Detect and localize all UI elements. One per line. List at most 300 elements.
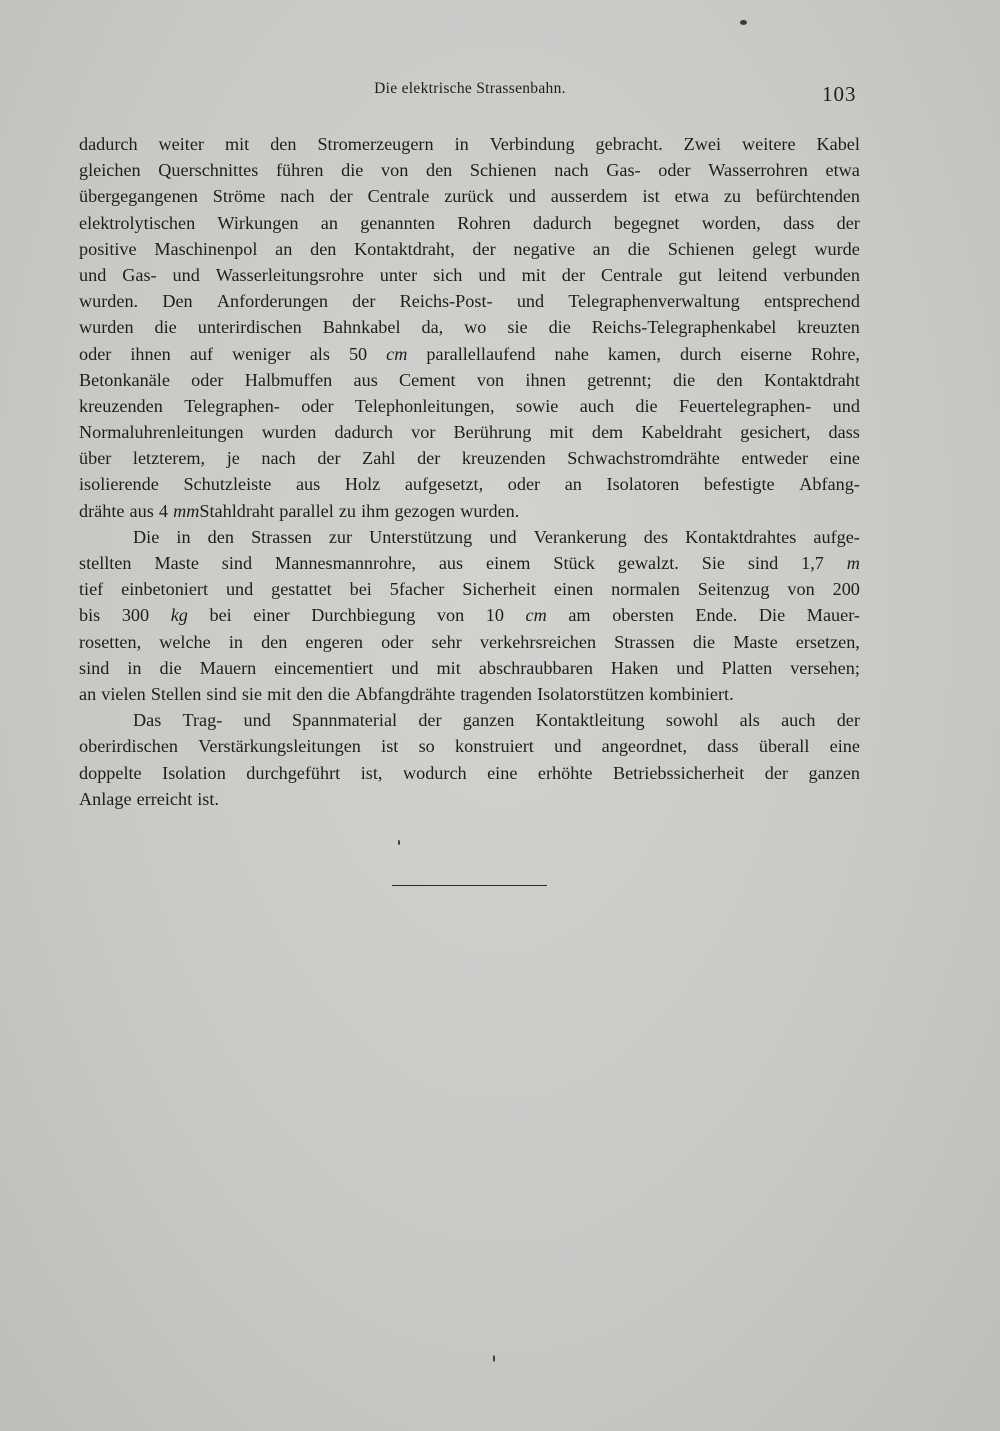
word: kreuzten bbox=[797, 317, 860, 338]
word: sind bbox=[747, 553, 779, 573]
word: Haken bbox=[610, 657, 659, 678]
word: Die bbox=[758, 605, 786, 626]
word: leitend bbox=[717, 264, 768, 285]
word: und bbox=[554, 736, 582, 757]
word: aus bbox=[295, 474, 321, 495]
word: 200 bbox=[832, 579, 860, 600]
word: Stahldraht bbox=[199, 500, 275, 521]
word: sowie bbox=[515, 395, 559, 416]
word: dass bbox=[707, 736, 739, 757]
word: überall bbox=[758, 736, 810, 757]
word: Die bbox=[133, 526, 160, 547]
word: weiter bbox=[158, 134, 204, 154]
word: kamen, bbox=[607, 343, 661, 364]
word: sich bbox=[433, 264, 463, 285]
word: Wasserrohren bbox=[708, 160, 808, 181]
text-line bbox=[79, 681, 860, 707]
word: den bbox=[270, 134, 297, 154]
word: Gas- bbox=[122, 264, 157, 285]
word: oder bbox=[658, 160, 691, 181]
word: Schwachstromdrähte bbox=[567, 448, 720, 469]
word: Halbmuffen bbox=[244, 369, 333, 390]
scan-speck bbox=[740, 20, 747, 25]
word: mm bbox=[173, 500, 200, 521]
word: Mauern bbox=[199, 657, 257, 678]
word: den bbox=[716, 369, 743, 390]
word: cm bbox=[386, 343, 408, 364]
word: worden, bbox=[701, 212, 761, 233]
word: wurden bbox=[79, 317, 134, 338]
word: gebracht. bbox=[595, 134, 663, 154]
word: zur bbox=[328, 526, 353, 547]
word: Maste bbox=[733, 631, 778, 652]
word: die bbox=[341, 160, 364, 181]
word: erreicht bbox=[136, 788, 193, 809]
word: aus bbox=[438, 553, 464, 573]
word: den bbox=[261, 631, 288, 652]
running-title: Die elektrische Strassenbahn. bbox=[374, 80, 566, 97]
text-line bbox=[79, 419, 860, 445]
word: eine bbox=[829, 736, 860, 757]
text-line bbox=[79, 236, 860, 262]
word: Isolatoren bbox=[606, 474, 680, 495]
word: abschraubbaren bbox=[478, 657, 593, 678]
word: sind bbox=[79, 657, 110, 678]
word: Schienen bbox=[667, 238, 735, 259]
word: gelegt bbox=[752, 238, 797, 259]
word: positive bbox=[79, 238, 137, 259]
word: gesichert, bbox=[740, 422, 811, 443]
scan-speck bbox=[398, 840, 400, 845]
text-line bbox=[79, 341, 860, 367]
word: negative bbox=[513, 238, 576, 259]
word: cm bbox=[525, 605, 547, 626]
word: eincementiert bbox=[274, 657, 374, 678]
word: vielen bbox=[101, 683, 146, 704]
word: 4 bbox=[158, 500, 168, 521]
word: Zahl bbox=[362, 448, 396, 469]
word: einer bbox=[253, 605, 290, 626]
word: Telegraphenverwaltung bbox=[568, 291, 740, 312]
word: bei bbox=[349, 579, 372, 600]
word: mit bbox=[521, 264, 546, 285]
word: die bbox=[692, 631, 716, 652]
word: führen bbox=[275, 160, 324, 181]
word: Betriebssicherheit bbox=[612, 762, 745, 783]
word: der bbox=[472, 238, 496, 259]
word: getrennt; bbox=[587, 369, 652, 390]
word: Kabeldraht bbox=[641, 422, 723, 443]
text-line bbox=[79, 707, 860, 733]
word: an bbox=[592, 238, 610, 259]
word: elektrolytischen bbox=[79, 212, 196, 233]
word: angeordnet, bbox=[601, 736, 688, 757]
word: wo bbox=[464, 317, 487, 338]
word: versehen; bbox=[790, 657, 860, 678]
word: die bbox=[627, 238, 650, 259]
word: aus bbox=[129, 500, 154, 521]
word: Abfang- bbox=[799, 474, 860, 495]
word: Isolatorstützen bbox=[537, 683, 645, 704]
word: eiserne bbox=[740, 343, 792, 364]
word: ist. bbox=[197, 788, 219, 809]
word: 10 bbox=[485, 605, 504, 626]
section-end-rule bbox=[392, 885, 547, 886]
word: die bbox=[154, 317, 177, 338]
word: Maste bbox=[154, 553, 199, 573]
word: entsprechend bbox=[763, 291, 860, 312]
word: und bbox=[516, 291, 545, 312]
word: Sie bbox=[701, 553, 725, 573]
word: sind bbox=[221, 553, 253, 573]
text-line bbox=[79, 655, 860, 681]
word: der bbox=[836, 212, 860, 233]
word: entweder bbox=[741, 448, 809, 469]
word: Rohre, bbox=[810, 343, 860, 364]
word: Cement bbox=[399, 369, 456, 390]
word: ist, bbox=[360, 762, 383, 783]
word: nach bbox=[261, 448, 296, 469]
word: einem bbox=[486, 553, 531, 573]
word: von bbox=[787, 579, 815, 600]
word: wurden bbox=[261, 422, 317, 443]
word: Holz bbox=[344, 474, 381, 495]
word: den bbox=[425, 160, 453, 181]
word: oder bbox=[381, 631, 414, 652]
word: die bbox=[159, 657, 182, 678]
word: wurden. bbox=[79, 291, 139, 312]
word: Verstärkungsleitungen bbox=[198, 736, 361, 757]
word: Den bbox=[162, 291, 193, 312]
word: Seitenzug bbox=[697, 579, 770, 600]
word: welche bbox=[159, 631, 211, 652]
word: m bbox=[846, 553, 860, 573]
word: und bbox=[391, 657, 419, 678]
word: dass bbox=[828, 422, 860, 443]
word: ausserdem bbox=[550, 186, 628, 207]
word: nach bbox=[554, 160, 589, 181]
word: 50 bbox=[348, 343, 368, 364]
word: der bbox=[418, 710, 442, 731]
word: Kontaktleitung bbox=[535, 710, 645, 731]
word: kreuzenden bbox=[79, 395, 163, 416]
word: eine bbox=[829, 448, 860, 469]
text-line bbox=[79, 367, 860, 393]
text-line bbox=[79, 733, 860, 759]
word: verbunden bbox=[783, 264, 860, 285]
word: in bbox=[127, 657, 142, 678]
word: an bbox=[320, 212, 338, 233]
word: Querschnittes bbox=[158, 160, 259, 181]
word: wurden. bbox=[460, 500, 520, 521]
word: Kontaktdrahtes bbox=[685, 526, 797, 547]
word: weniger bbox=[232, 343, 291, 364]
word: parallel bbox=[279, 500, 334, 521]
word: kombiniert. bbox=[649, 683, 734, 704]
text-line bbox=[79, 760, 860, 786]
word: da, bbox=[421, 317, 444, 338]
word: kg bbox=[170, 605, 188, 626]
word: Kontaktdraht, bbox=[354, 238, 455, 259]
text-line bbox=[79, 183, 860, 209]
word: an bbox=[564, 474, 582, 495]
word: als bbox=[309, 343, 330, 364]
text-line bbox=[79, 471, 860, 497]
word: und bbox=[508, 186, 536, 207]
text-line bbox=[79, 393, 860, 419]
word: erhöhte bbox=[537, 762, 593, 783]
word: unterirdischen bbox=[197, 317, 302, 338]
word: Mauer- bbox=[806, 605, 860, 626]
word: dass bbox=[783, 212, 815, 233]
word: Anlage bbox=[79, 788, 132, 809]
word: tief bbox=[79, 579, 104, 600]
word: die bbox=[672, 369, 696, 390]
word: oder bbox=[301, 395, 334, 416]
word: dadurch bbox=[79, 134, 138, 154]
word: ihnen bbox=[525, 369, 566, 390]
word: verkehrsreichen bbox=[479, 631, 597, 652]
word: isolierende bbox=[79, 474, 159, 495]
word: Telephonleitungen, bbox=[354, 395, 495, 416]
word: von bbox=[381, 160, 409, 181]
word: und bbox=[79, 264, 107, 285]
word: Durchbiegung bbox=[311, 605, 416, 626]
word: auch bbox=[579, 395, 615, 416]
word: nach bbox=[280, 186, 315, 207]
word: mit bbox=[549, 422, 574, 443]
word: ersetzen, bbox=[795, 631, 860, 652]
word: und bbox=[225, 579, 254, 600]
word: dadurch bbox=[334, 422, 394, 443]
word: als bbox=[739, 710, 760, 731]
word: bei bbox=[209, 605, 232, 626]
text-line bbox=[79, 498, 860, 524]
text-line bbox=[79, 262, 860, 288]
word: eine bbox=[487, 762, 518, 783]
word: Zwei bbox=[683, 134, 722, 154]
word: aufge- bbox=[813, 526, 860, 547]
word: Bahnkabel bbox=[322, 317, 401, 338]
word: Stellen bbox=[150, 683, 202, 704]
word: der bbox=[352, 291, 376, 312]
text-line bbox=[79, 629, 860, 655]
word: ganzen bbox=[808, 762, 860, 783]
word: ganzen bbox=[462, 710, 515, 731]
text-line bbox=[79, 157, 860, 183]
word: stellten bbox=[79, 553, 132, 573]
word: und bbox=[478, 264, 506, 285]
word: befestigte bbox=[703, 474, 775, 495]
word: Telegraphen- bbox=[184, 395, 280, 416]
word: Reichs-Post- bbox=[399, 291, 493, 312]
word: doppelte bbox=[79, 762, 142, 783]
word: von bbox=[436, 605, 465, 626]
page-number: 103 bbox=[822, 82, 857, 106]
word: je bbox=[226, 448, 240, 469]
word: Betonkanäle bbox=[79, 369, 170, 390]
word: Ende. bbox=[695, 605, 738, 626]
word: durch bbox=[679, 343, 722, 364]
word: den bbox=[207, 526, 234, 547]
word: Stück bbox=[553, 553, 595, 573]
word: der bbox=[561, 264, 586, 285]
text-line bbox=[79, 524, 860, 550]
word: aufgesetzt, bbox=[404, 474, 484, 495]
word: weitere bbox=[742, 134, 796, 154]
text-line bbox=[79, 210, 860, 236]
word: Das bbox=[133, 710, 162, 731]
word: Stromerzeugern bbox=[317, 134, 434, 154]
word: ihnen bbox=[130, 343, 171, 364]
word: den bbox=[310, 238, 337, 259]
word: 300 bbox=[121, 605, 150, 626]
text-line bbox=[79, 288, 860, 314]
word: und bbox=[172, 264, 200, 285]
word: vor bbox=[411, 422, 436, 443]
word: Spannmaterial bbox=[292, 710, 398, 731]
word: unter bbox=[379, 264, 418, 285]
word: befürchtenden bbox=[755, 186, 860, 207]
word: ist bbox=[642, 186, 660, 207]
word: gezogen bbox=[394, 500, 456, 521]
word: der bbox=[329, 186, 353, 207]
word: Schienen bbox=[469, 160, 537, 181]
word: kreuzenden bbox=[461, 448, 546, 469]
word: die bbox=[548, 317, 571, 338]
text-line bbox=[79, 786, 860, 812]
word: übergegangenen bbox=[79, 186, 198, 207]
word: dem bbox=[591, 422, 624, 443]
word: mit bbox=[436, 657, 461, 678]
word: obersten bbox=[612, 605, 674, 626]
word: Isolation bbox=[162, 762, 226, 783]
word: Feuertelegraphen- bbox=[679, 395, 812, 416]
word: parallellaufend bbox=[426, 343, 536, 364]
word: Normaluhrenleitungen bbox=[79, 422, 244, 443]
word: Reichs-Telegraphenkabel bbox=[591, 317, 777, 338]
word: 1,7 bbox=[801, 553, 824, 573]
scan-speck bbox=[493, 1355, 495, 1362]
word: Trag- bbox=[182, 710, 223, 731]
word: begegnet bbox=[613, 212, 680, 233]
word: auch bbox=[781, 710, 816, 731]
word: in bbox=[176, 526, 191, 547]
word: wurde bbox=[814, 238, 860, 259]
word: Centrale bbox=[367, 186, 430, 207]
body-text bbox=[79, 131, 860, 812]
word: sowohl bbox=[665, 710, 719, 731]
text-line bbox=[79, 445, 860, 471]
word: gleichen bbox=[79, 160, 141, 181]
word: am bbox=[568, 605, 591, 626]
word: oberirdischen bbox=[79, 736, 178, 757]
word: in bbox=[454, 134, 469, 154]
word: und bbox=[832, 395, 860, 416]
word: Maschinenpol bbox=[154, 238, 258, 259]
word: der bbox=[317, 448, 341, 469]
word: oder bbox=[191, 369, 224, 390]
word: Strassen bbox=[614, 631, 675, 652]
word: Rohren bbox=[457, 212, 511, 233]
word: Anforderungen bbox=[216, 291, 328, 312]
word: 5facher bbox=[389, 579, 445, 600]
word: Verbindung bbox=[489, 134, 575, 154]
word: einbetoniert bbox=[121, 579, 209, 600]
word: drähte bbox=[79, 500, 125, 521]
word: den bbox=[296, 683, 323, 704]
word: Berührung bbox=[453, 422, 532, 443]
word: Sicherheit bbox=[462, 579, 536, 600]
word: an bbox=[79, 683, 97, 704]
word: engeren bbox=[305, 631, 363, 652]
word: durchgeführt bbox=[246, 762, 341, 783]
text-line bbox=[79, 314, 860, 340]
word: sie bbox=[241, 683, 263, 704]
word: Kontaktdraht bbox=[763, 369, 860, 390]
word: Schutzleiste bbox=[183, 474, 272, 495]
word: über bbox=[79, 448, 112, 469]
word: rosetten, bbox=[79, 631, 142, 652]
word: Gas- bbox=[606, 160, 641, 181]
word: bis bbox=[79, 605, 101, 626]
word: einen bbox=[553, 579, 594, 600]
word: von bbox=[476, 369, 505, 390]
word: oder bbox=[507, 474, 541, 495]
word: konstruiert bbox=[455, 736, 534, 757]
text-line bbox=[79, 550, 860, 576]
word: der bbox=[417, 448, 441, 469]
word: gut bbox=[678, 264, 702, 285]
word: zu bbox=[338, 500, 357, 521]
word: Wirkungen bbox=[217, 212, 299, 233]
word: die bbox=[327, 683, 351, 704]
word: aus bbox=[353, 369, 378, 390]
word: der bbox=[836, 710, 860, 731]
word: dadurch bbox=[532, 212, 592, 233]
word: mit bbox=[267, 683, 292, 704]
word: sehr bbox=[431, 631, 462, 652]
word: Kabel bbox=[816, 134, 860, 154]
word: Abfangdrähte bbox=[355, 683, 456, 704]
word: etwa bbox=[674, 186, 709, 207]
text-line bbox=[79, 131, 860, 157]
word: zurück bbox=[444, 186, 494, 207]
word: Wasserleitungsrohre bbox=[215, 264, 364, 285]
word: Unterstützung bbox=[369, 526, 473, 547]
word: und bbox=[676, 657, 704, 678]
word: zu bbox=[723, 186, 742, 207]
word: an bbox=[275, 238, 293, 259]
text-line bbox=[79, 576, 860, 602]
word: gewalzt. bbox=[617, 553, 679, 573]
word: Ströme bbox=[212, 186, 266, 207]
word: Centrale bbox=[600, 264, 663, 285]
word: normalen bbox=[611, 579, 680, 600]
word: Verankerung bbox=[533, 526, 627, 547]
word: wodurch bbox=[402, 762, 467, 783]
word: gestattet bbox=[271, 579, 332, 600]
word: auf bbox=[189, 343, 214, 364]
word: ist bbox=[381, 736, 399, 757]
word: Platten bbox=[721, 657, 773, 678]
word: sind bbox=[206, 683, 237, 704]
word: oder bbox=[79, 343, 112, 364]
word: ihm bbox=[361, 500, 390, 521]
word: letzterem, bbox=[132, 448, 206, 469]
word: genannten bbox=[360, 212, 435, 233]
word: Strassen bbox=[251, 526, 312, 547]
